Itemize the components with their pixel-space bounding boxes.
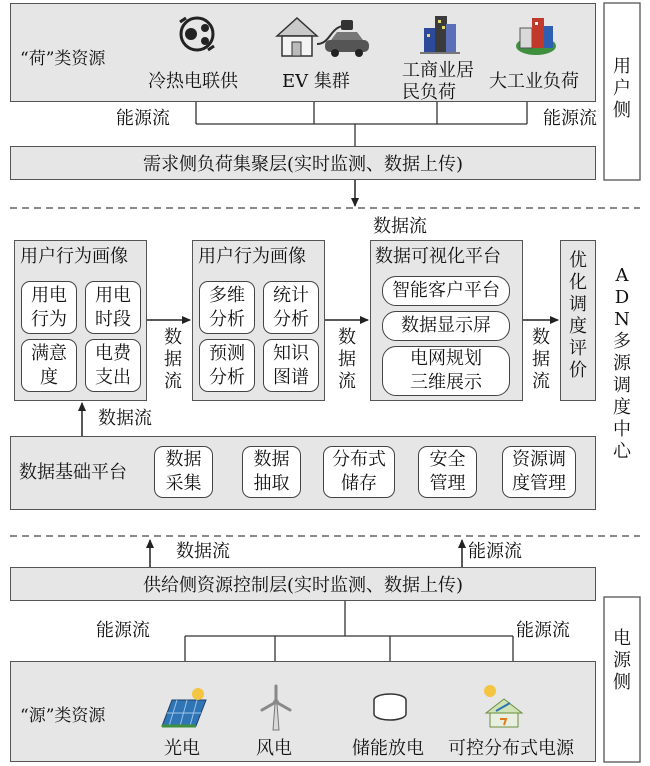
viz-title: 数据可视化平台 [375, 246, 501, 267]
energy-flow-top-left: 能源流 [116, 108, 170, 129]
user-side-label: 用户侧 [613, 56, 631, 121]
cell-satisfaction: 满意 度 [21, 339, 77, 392]
foundation-security-management: 安全 管理 [418, 446, 477, 498]
cell-knowledge-graph: 知识 图谱 [263, 339, 319, 392]
source-item-distributed: 可控分布式电源 [448, 738, 574, 759]
foundation-title: 数据基础平台 [19, 462, 127, 483]
ev-cluster-icon [275, 14, 373, 58]
control-layer-label: 供给侧资源控制层(实时监测、数据上传) [142, 575, 464, 596]
cell-electricity-behavior: 用电 行为 [21, 281, 77, 334]
data-flow-label-2: 数据流 [338, 327, 356, 392]
foundation-resource-scheduling: 资源调 度管理 [502, 446, 576, 498]
industrial-load-icon [514, 12, 558, 56]
wind-turbine-icon [256, 684, 296, 732]
user-item-commercial: 工商业居 民负荷 [402, 60, 474, 103]
viz-data-display-screen: 数据显示屏 [382, 311, 510, 341]
distributed-generation-icon [480, 683, 526, 731]
foundation-distributed-storage: 分布式 储存 [323, 446, 395, 498]
user-item-industrial: 大工业负荷 [489, 71, 579, 92]
source-resources-label: “源”类资源 [20, 706, 106, 726]
top-data-flow-label: 数据流 [373, 216, 427, 237]
up-data-flow-label: 数据流 [98, 408, 152, 429]
load-resources-label: “荷”类资源 [20, 49, 106, 69]
user-item-cchp: 冷热电联供 [148, 71, 238, 92]
viz-grid-planning-3d: 电网规划 三维展示 [382, 346, 510, 396]
cell-statistical-analysis: 统计 分析 [263, 281, 319, 334]
commercial-building-icon [420, 12, 460, 54]
viz-smart-customer-platform: 智能客户平台 [382, 276, 510, 306]
profile-1-title: 用户行为画像 [20, 246, 128, 267]
source-item-storage: 储能放电 [352, 738, 424, 759]
demand-layer-label: 需求侧负荷集聚层(实时监测、数据上传) [142, 154, 464, 175]
cchp-icon [172, 12, 222, 56]
data-flow-label-1: 数据流 [164, 327, 182, 392]
source-item-solar: 光电 [164, 738, 200, 759]
demand-aggregation-layer [10, 146, 596, 180]
foundation-data-collection: 数据 采集 [154, 446, 213, 498]
cell-multidim-analysis: 多维 分析 [199, 281, 255, 334]
supply-data-flow-label: 数据流 [176, 541, 230, 562]
cell-electricity-period: 用电 时段 [85, 281, 141, 334]
supply-energy-flow-right: 能源流 [516, 620, 570, 641]
supply-energy-flow-label: 能源流 [468, 541, 522, 562]
power-side-label: 电源侧 [613, 628, 631, 693]
profile-2-title: 用户行为画像 [198, 246, 306, 267]
foundation-data-extraction: 数据 抽取 [242, 446, 301, 498]
energy-flow-top-right: 能源流 [543, 108, 597, 129]
supply-control-layer [10, 567, 596, 601]
cell-predictive-analysis: 预测 分析 [199, 339, 255, 392]
source-item-wind: 风电 [256, 738, 292, 759]
adn-center-label: ADN多源调度中心 [613, 265, 631, 462]
optimization-evaluation-label: 优化调度评价 [569, 250, 587, 381]
energy-storage-icon [372, 692, 408, 724]
supply-energy-flow-left: 能源流 [96, 620, 150, 641]
user-item-ev: EV 集群 [282, 71, 350, 92]
solar-panel-icon [160, 686, 208, 730]
cell-electricity-bill: 电费 支出 [85, 339, 141, 392]
data-flow-label-3: 数据流 [532, 327, 550, 392]
